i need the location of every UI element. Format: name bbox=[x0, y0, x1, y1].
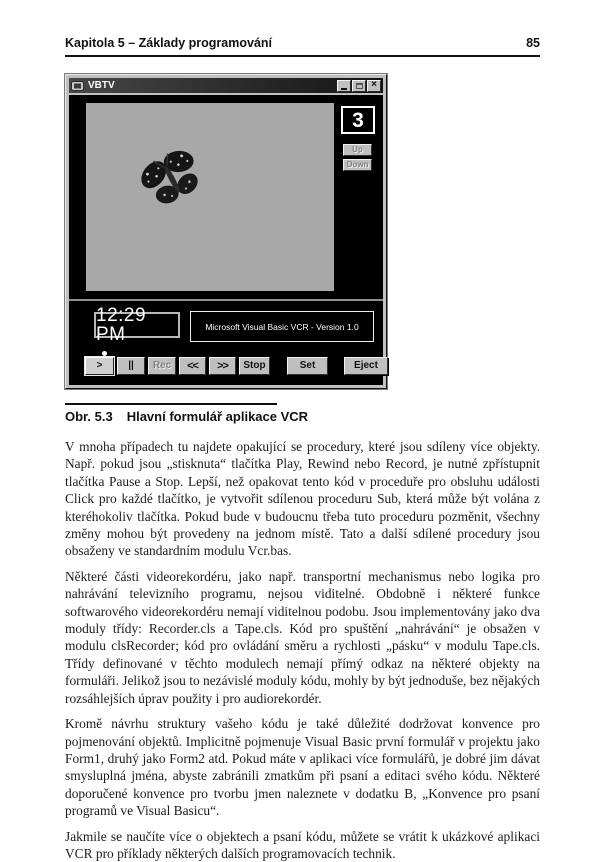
titlebar[interactable] bbox=[69, 78, 383, 93]
maximize-icon bbox=[356, 83, 363, 89]
pause-button[interactable]: || bbox=[117, 357, 145, 375]
channel-display: 3 bbox=[341, 106, 375, 134]
panel-divider bbox=[69, 299, 383, 301]
rewind-button[interactable]: << bbox=[179, 357, 206, 375]
tv-icon bbox=[71, 81, 84, 91]
transport-controls bbox=[85, 357, 388, 375]
caption-label: Obr. 5.3 bbox=[65, 409, 113, 424]
window-title: VBTV bbox=[88, 79, 115, 91]
play-button[interactable]: > bbox=[85, 357, 114, 375]
indicator-light bbox=[102, 351, 107, 356]
eject-button[interactable]: Eject bbox=[344, 357, 388, 375]
figure-caption bbox=[65, 409, 540, 424]
record-button[interactable]: Rec bbox=[148, 357, 176, 375]
body-text bbox=[65, 438, 540, 862]
set-button[interactable]: Set bbox=[287, 357, 328, 375]
chapter-title: Kapitola 5 – Základy programování bbox=[65, 36, 273, 50]
paragraph-2: Některé části videorekordéru, jako např. transportní mechanismus nebo logika pro nahrávání televizního programu, nejsou viditelné. Obdobně i některé funkce softwarového videorekordéru nemají viditelnou podobu. Jsou implementovány jako dva moduly třídy: Recorder.cls a Tape.cls. Kód pro spuštění „nahrávání“ je obsažen v modulu clsRecorder; kód pro ovládání směru a rychlosti „pásku“ v modulu Tape.cls. Třídy definované v těchto modulech nemají přímý odkaz na některé objekty na formuláři. Jelikož jsou to nezávislé moduly kódu, mohly by být jednoduše, bez nějakých rozsáhlejších úprav použity i pro audiorekordér. bbox=[65, 568, 540, 706]
page-header bbox=[65, 36, 540, 57]
vbtv-window bbox=[65, 74, 387, 389]
page-number: 85 bbox=[526, 36, 540, 50]
window-client-area bbox=[69, 95, 383, 385]
close-button[interactable] bbox=[367, 80, 381, 92]
maximize-button[interactable] bbox=[352, 80, 366, 92]
paragraph-1: V mnoha případech tu najdete opakující se procedury, které jsou sdíleny více objekty. Např. pokud jsou „stisknuta“ tlačítka Play, Rewind nebo Record, je nutné zpřístupnit tlačítka Pause a Stop. Lepší, než opakovat tento kód v proceduře pro obsluhu události Click pro každé tlačítko, je vytvořit sdílenou proceduru Sub, která může být volána z kteréhokoliv tlačítka. Pokud bude v budoucnu třeba tuto proceduru pozměnit, všechny změny mohou být provedeny na jednom místě. Tato a další sdílené procedury jsou obsaženy ve standardním modulu Vcr.bas. bbox=[65, 439, 540, 559]
time-display: 12:29 PM bbox=[94, 312, 180, 338]
stop-button[interactable]: Stop bbox=[239, 357, 270, 375]
tv-screen bbox=[86, 103, 334, 291]
caption-text: Hlavní formulář aplikace VCR bbox=[126, 409, 309, 424]
channel-down-button[interactable]: Down bbox=[343, 159, 372, 171]
caption-rule bbox=[65, 403, 277, 405]
butterfly-image bbox=[116, 127, 228, 232]
info-display: Microsoft Visual Basic VCR - Version 1.0 bbox=[190, 311, 374, 342]
paragraph-4: Jakmile se naučíte více o objektech a psaní kódu, můžete se vrátit k ukázkové aplikaci VCR pro příklady některých dalších programovacích technik. bbox=[65, 828, 540, 861]
minimize-icon bbox=[341, 88, 347, 90]
close-icon: × bbox=[371, 79, 377, 90]
channel-up-button[interactable]: Up bbox=[343, 144, 372, 156]
minimize-button[interactable] bbox=[337, 80, 351, 92]
figure-vcr-screenshot bbox=[65, 74, 540, 424]
paragraph-3: Kromě návrhu struktury vašeho kódu je také důležité dodržovat konvence pro pojmenování objektů. Implicitně pojmenuje Visual Basic první formulář v projektu jako Form1, druhý jako Form2 atd. Pokud máte v aplikaci více formulářů, je dobré jim dávat smysluplná jména, abyste zabránili zmatkům při psaní a editaci svého kódu. Některé doporučené konvence pro tvorbu jmen naleznete v dodatku B, „Konvence pro psaní programů ve Visual Basicu“. bbox=[65, 716, 540, 819]
fast-forward-button[interactable]: >> bbox=[209, 357, 236, 375]
